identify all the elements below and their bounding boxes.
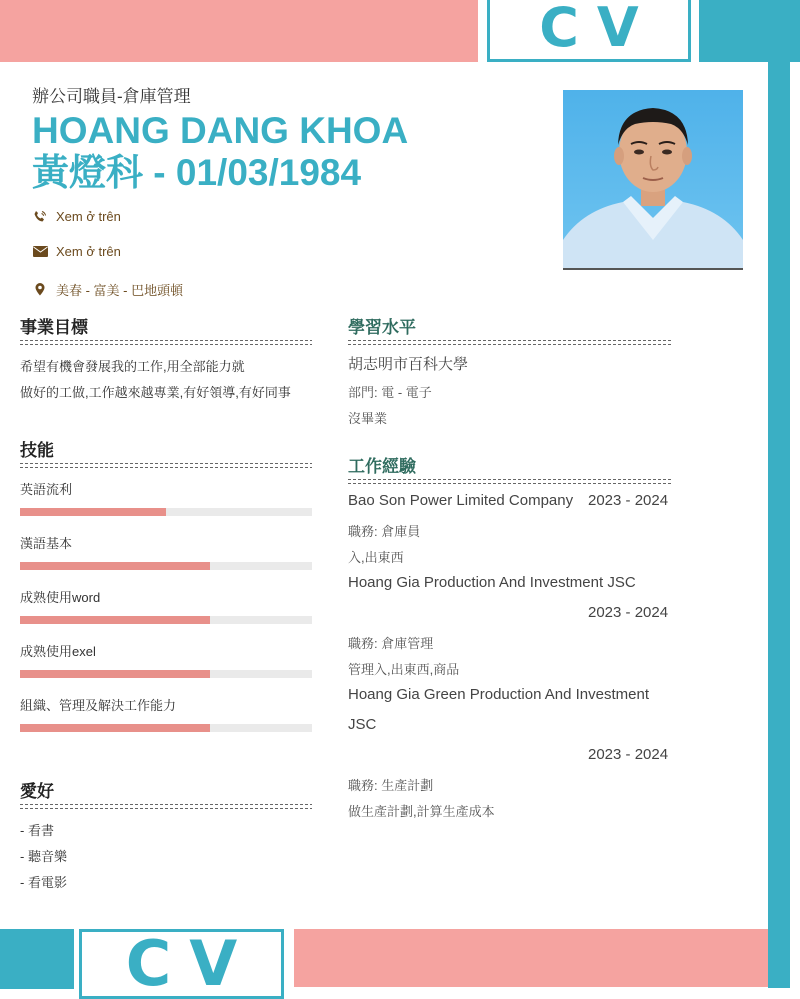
education-department: 部門: 電 - 電子 [348, 385, 432, 400]
section-divider [20, 339, 312, 345]
job-position: 職務: 倉庫管理 [348, 636, 434, 651]
job-period: 2023 - 2024 [588, 746, 669, 763]
bottom-pink-band [294, 929, 768, 987]
section-divider [20, 462, 312, 468]
hobbies-title: 愛好 [20, 782, 54, 801]
section-divider [348, 339, 671, 345]
section-divider [20, 803, 312, 809]
skill-bar [20, 508, 312, 516]
skill-label: 成熟使用word [20, 590, 101, 605]
career-objective-title: 事業目標 [20, 318, 88, 337]
job-title: 辦公司職員-倉庫管理 [32, 87, 191, 106]
skill-bar-fill [20, 724, 210, 732]
job-position: 職務: 倉庫員 [348, 524, 421, 539]
contact-address [32, 280, 183, 299]
cv-logo-text: CV [539, 0, 657, 59]
skill-bar [20, 670, 312, 678]
hobby-item: - 看書 [20, 823, 54, 838]
phone-icon [32, 210, 48, 223]
bottom-cv-logo [79, 929, 284, 999]
job-description: 做生產計劃,計算生產成本 [348, 804, 495, 819]
job-period: 2023 - 2024 [588, 492, 669, 509]
top-teal-band [699, 0, 800, 62]
education-status: 沒畢業 [348, 411, 388, 426]
job-company: Bao Son Power Limited Company [348, 492, 574, 509]
education-title: 學習水平 [348, 318, 416, 337]
career-objective-line: 做好的工做,工作越來越專業,有好領導,有好同事 [20, 385, 291, 400]
job-company-continued: JSC [348, 716, 377, 733]
cv-logo-text: CV [125, 927, 256, 999]
skill-bar [20, 724, 312, 732]
contact-phone [32, 209, 121, 224]
skill-bar-fill [20, 562, 210, 570]
skill-bar-fill [20, 670, 210, 678]
skill-label: 漢語基本 [20, 536, 73, 551]
address-value: 美春 - 富美 - 巴地頭頓 [56, 283, 184, 298]
name-and-birthdate: 黃燈科 - 01/03/1984 [32, 152, 362, 193]
skill-bar [20, 616, 312, 624]
skills-title: 技能 [20, 441, 54, 460]
skill-bar [20, 562, 312, 570]
envelope-icon [32, 246, 48, 257]
hobby-item: - 看電影 [20, 875, 67, 890]
job-description: 入,出東西 [348, 550, 404, 565]
experience-title: 工作經驗 [348, 457, 416, 476]
email-value: Xem ở trên [56, 244, 121, 259]
map-pin-icon [32, 283, 48, 296]
section-divider [348, 478, 671, 484]
bottom-teal-band [0, 929, 74, 989]
hobby-item: - 聽音樂 [20, 849, 67, 864]
phone-value: Xem ở trên [56, 209, 121, 224]
top-cv-logo [487, 0, 691, 62]
skill-label: 組織、管理及解決工作能力 [20, 698, 177, 713]
job-period: 2023 - 2024 [588, 604, 669, 621]
right-teal-band [768, 62, 790, 988]
skill-bar-fill [20, 508, 166, 516]
skill-label: 英語流利 [20, 482, 73, 497]
skill-label: 成熟使用exel [20, 644, 96, 659]
contact-email [32, 244, 121, 259]
school-name: 胡志明市百科大學 [348, 356, 469, 373]
career-objective-line: 希望有機會發展我的工作,用全部能力就 [20, 359, 245, 374]
top-pink-band [0, 0, 478, 62]
skill-bar-fill [20, 616, 210, 624]
job-company: Hoang Gia Green Production And Investment [348, 686, 650, 703]
full-name: HOANG DANG KHOA [32, 110, 409, 151]
job-company: Hoang Gia Production And Investment JSC [348, 574, 636, 591]
job-position: 職務: 生產計劃 [348, 778, 434, 793]
job-description: 管理入,出東西,商品 [348, 662, 460, 677]
profile-photo [563, 90, 743, 270]
